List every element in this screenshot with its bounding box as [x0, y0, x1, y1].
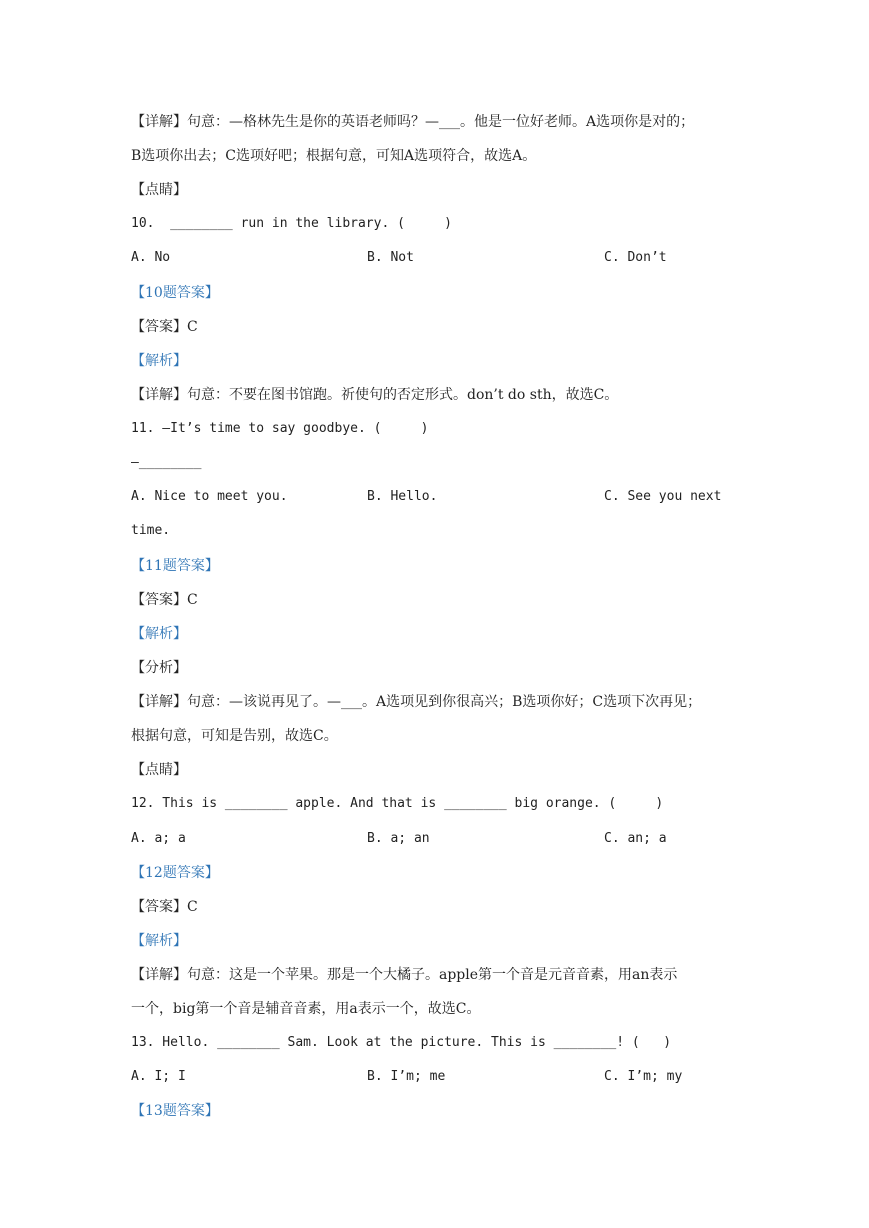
q9-explanation-line2: B选项你出去；C选项好吧；根据句意，可知A选项符合，故选A。 — [131, 148, 537, 164]
q12-question: 12. This is ________ apple. And that is ________ big orange. ( ) — [131, 796, 664, 811]
q11-explanation-line1: 【详解】句意：—该说再见了。—___。A选项见到你很高兴；B选项你好；C选项下次再见； — [131, 694, 702, 710]
q12-option-b: B. a; an — [367, 831, 430, 846]
q11-answer: 【答案】C — [131, 592, 198, 608]
q11-analysis-heading: 【解析】 — [131, 626, 187, 642]
q12-answer: 【答案】C — [131, 899, 198, 915]
q11-option-b: B. Hello. — [367, 489, 438, 504]
q12-answer-heading: 【12题答案】 — [131, 865, 219, 881]
q13-question: 13. Hello. ________ Sam. Look at the picture. This is ________! ( ) — [131, 1035, 672, 1050]
q11-answer-heading: 【11题答案】 — [131, 558, 219, 574]
q11-option-c: C. See you next — [604, 489, 722, 504]
q10-analysis-heading: 【解析】 — [131, 353, 187, 369]
q12-option-c: C. an; a — [604, 831, 667, 846]
q11-tip-heading: 【点睛】 — [131, 762, 187, 778]
q12-explanation-line1: 【详解】句意：这是一个苹果。那是一个大橘子。apple第一个音是元音音素，用an表示 — [131, 967, 678, 983]
q12-explanation-line2: 一个，big第一个音是辅音音素，用a表示一个，故选C。 — [131, 1001, 481, 1017]
q10-answer: 【答案】C — [131, 319, 198, 335]
q12-option-a: A. a; a — [131, 831, 186, 846]
q10-option-b: B. Not — [367, 250, 414, 265]
q10-option-a: A. No — [131, 250, 171, 265]
q13-option-b: B. I’m; me — [367, 1069, 446, 1084]
q13-option-c: C. I’m; my — [604, 1069, 683, 1084]
q10-explanation: 【详解】句意：不要在图书馆跑。祈使句的否定形式。don’t do sth，故选C。 — [131, 387, 619, 403]
q11-explanation-line2: 根据句意，可知是告别，故选C。 — [131, 728, 338, 744]
q12-analysis-heading: 【解析】 — [131, 933, 187, 949]
q11-question: 11. —It’s time to say goodbye. ( ) — [131, 421, 429, 436]
q11-option-c-continued: time. — [131, 523, 171, 538]
q9-explanation-line1: 【详解】句意：—格林先生是你的英语老师吗？—___。他是一位好老师。A选项你是对的； — [131, 114, 695, 130]
q10-question: 10. ________ run in the library. ( ) — [131, 216, 452, 231]
q11-option-a: A. Nice to meet you. — [131, 489, 288, 504]
q13-option-a: A. I; I — [131, 1069, 186, 1084]
q10-answer-heading: 【10题答案】 — [131, 285, 219, 301]
q10-option-c: C. Don’t — [604, 250, 667, 265]
q9-tip-heading: 【点睛】 — [131, 182, 187, 198]
q13-answer-heading: 【13题答案】 — [131, 1103, 219, 1119]
q11-analyze-heading: 【分析】 — [131, 660, 187, 676]
q11-blank: —________ — [131, 455, 202, 470]
